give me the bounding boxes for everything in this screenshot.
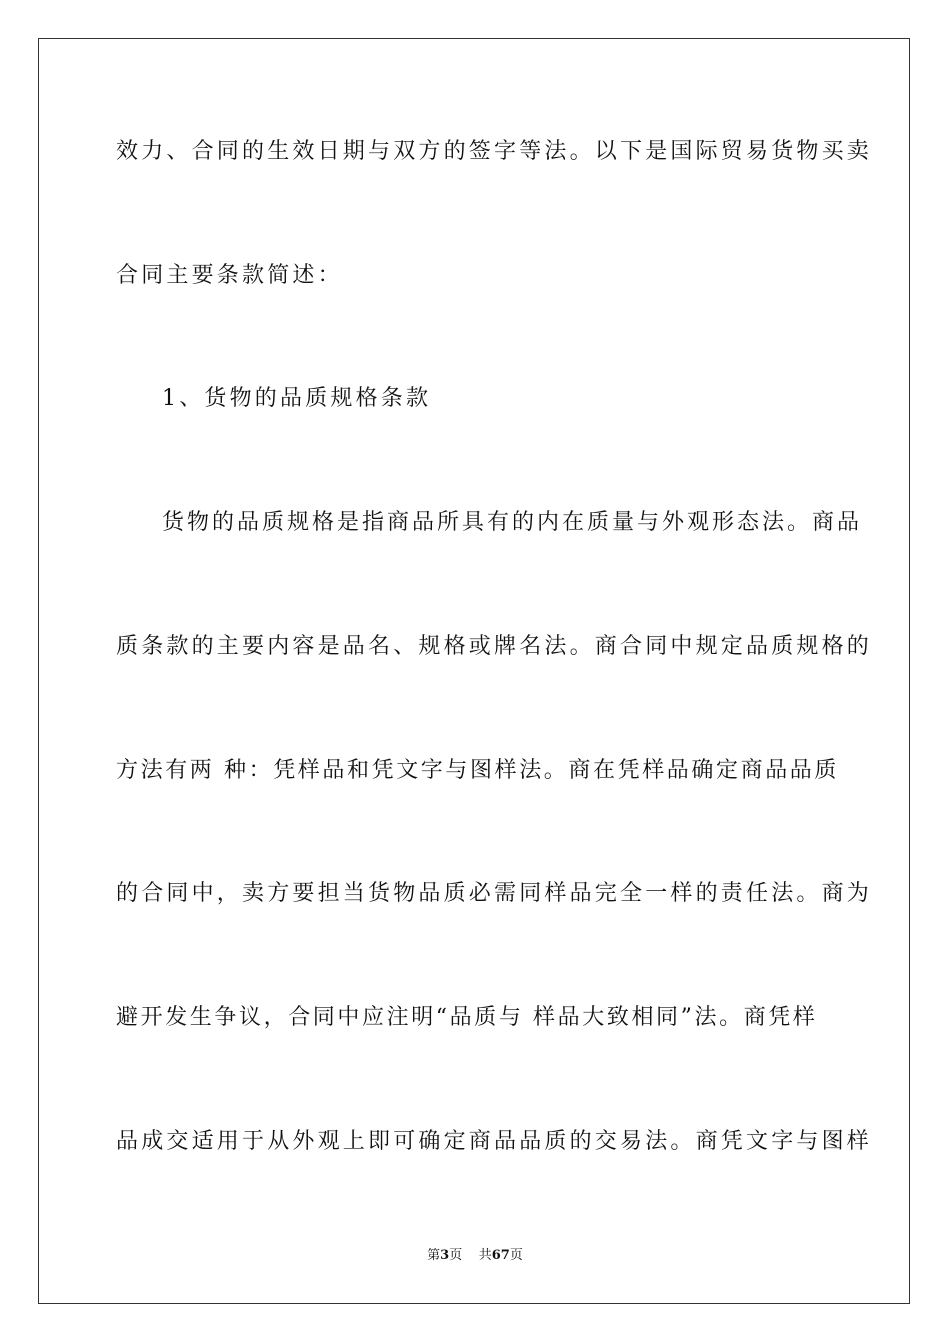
page-footer — [0, 1247, 950, 1265]
text-line-4: 货物的品质规格是指商品所具有的内在质量与外观形态法。商品 — [162, 510, 863, 535]
footer-total-pages: 67 — [491, 1248, 510, 1263]
footer-page-number: 3 — [440, 1248, 450, 1263]
text-line-9: 品成交适用于从外观上即可确定商品品质的交易法。商凭文字与图样 — [116, 1129, 873, 1154]
text-line-8: 避开发生争议，合同中应注明“品质与 样品大致相同”法。商凭样 — [116, 1005, 818, 1030]
footer-page-prefix: 第 — [427, 1248, 441, 1263]
text-line-7: 的合同中，卖方要担当货物品质必需同样品完全一样的责任法。商为 — [116, 881, 873, 906]
text-line-2: 合同主要条款简述： — [116, 263, 343, 288]
page-border — [38, 38, 910, 1304]
text-line-5: 质条款的主要内容是品名、规格或牌名法。商合同中规定品质规格的 — [116, 634, 873, 659]
text-line-1: 效力、合同的生效日期与双方的签字等法。以下是国际贸易货物买卖 — [116, 139, 873, 164]
footer-total-prefix: 共 — [478, 1248, 492, 1263]
text-line-6: 方法有两 种：凭样品和凭文字与图样法。商在凭样品确定商品品质 — [116, 758, 839, 783]
section-heading: 1、货物的品质规格条款 — [162, 386, 432, 411]
footer-page-suffix: 页 — [449, 1248, 463, 1263]
footer-total-suffix: 页 — [509, 1248, 523, 1263]
